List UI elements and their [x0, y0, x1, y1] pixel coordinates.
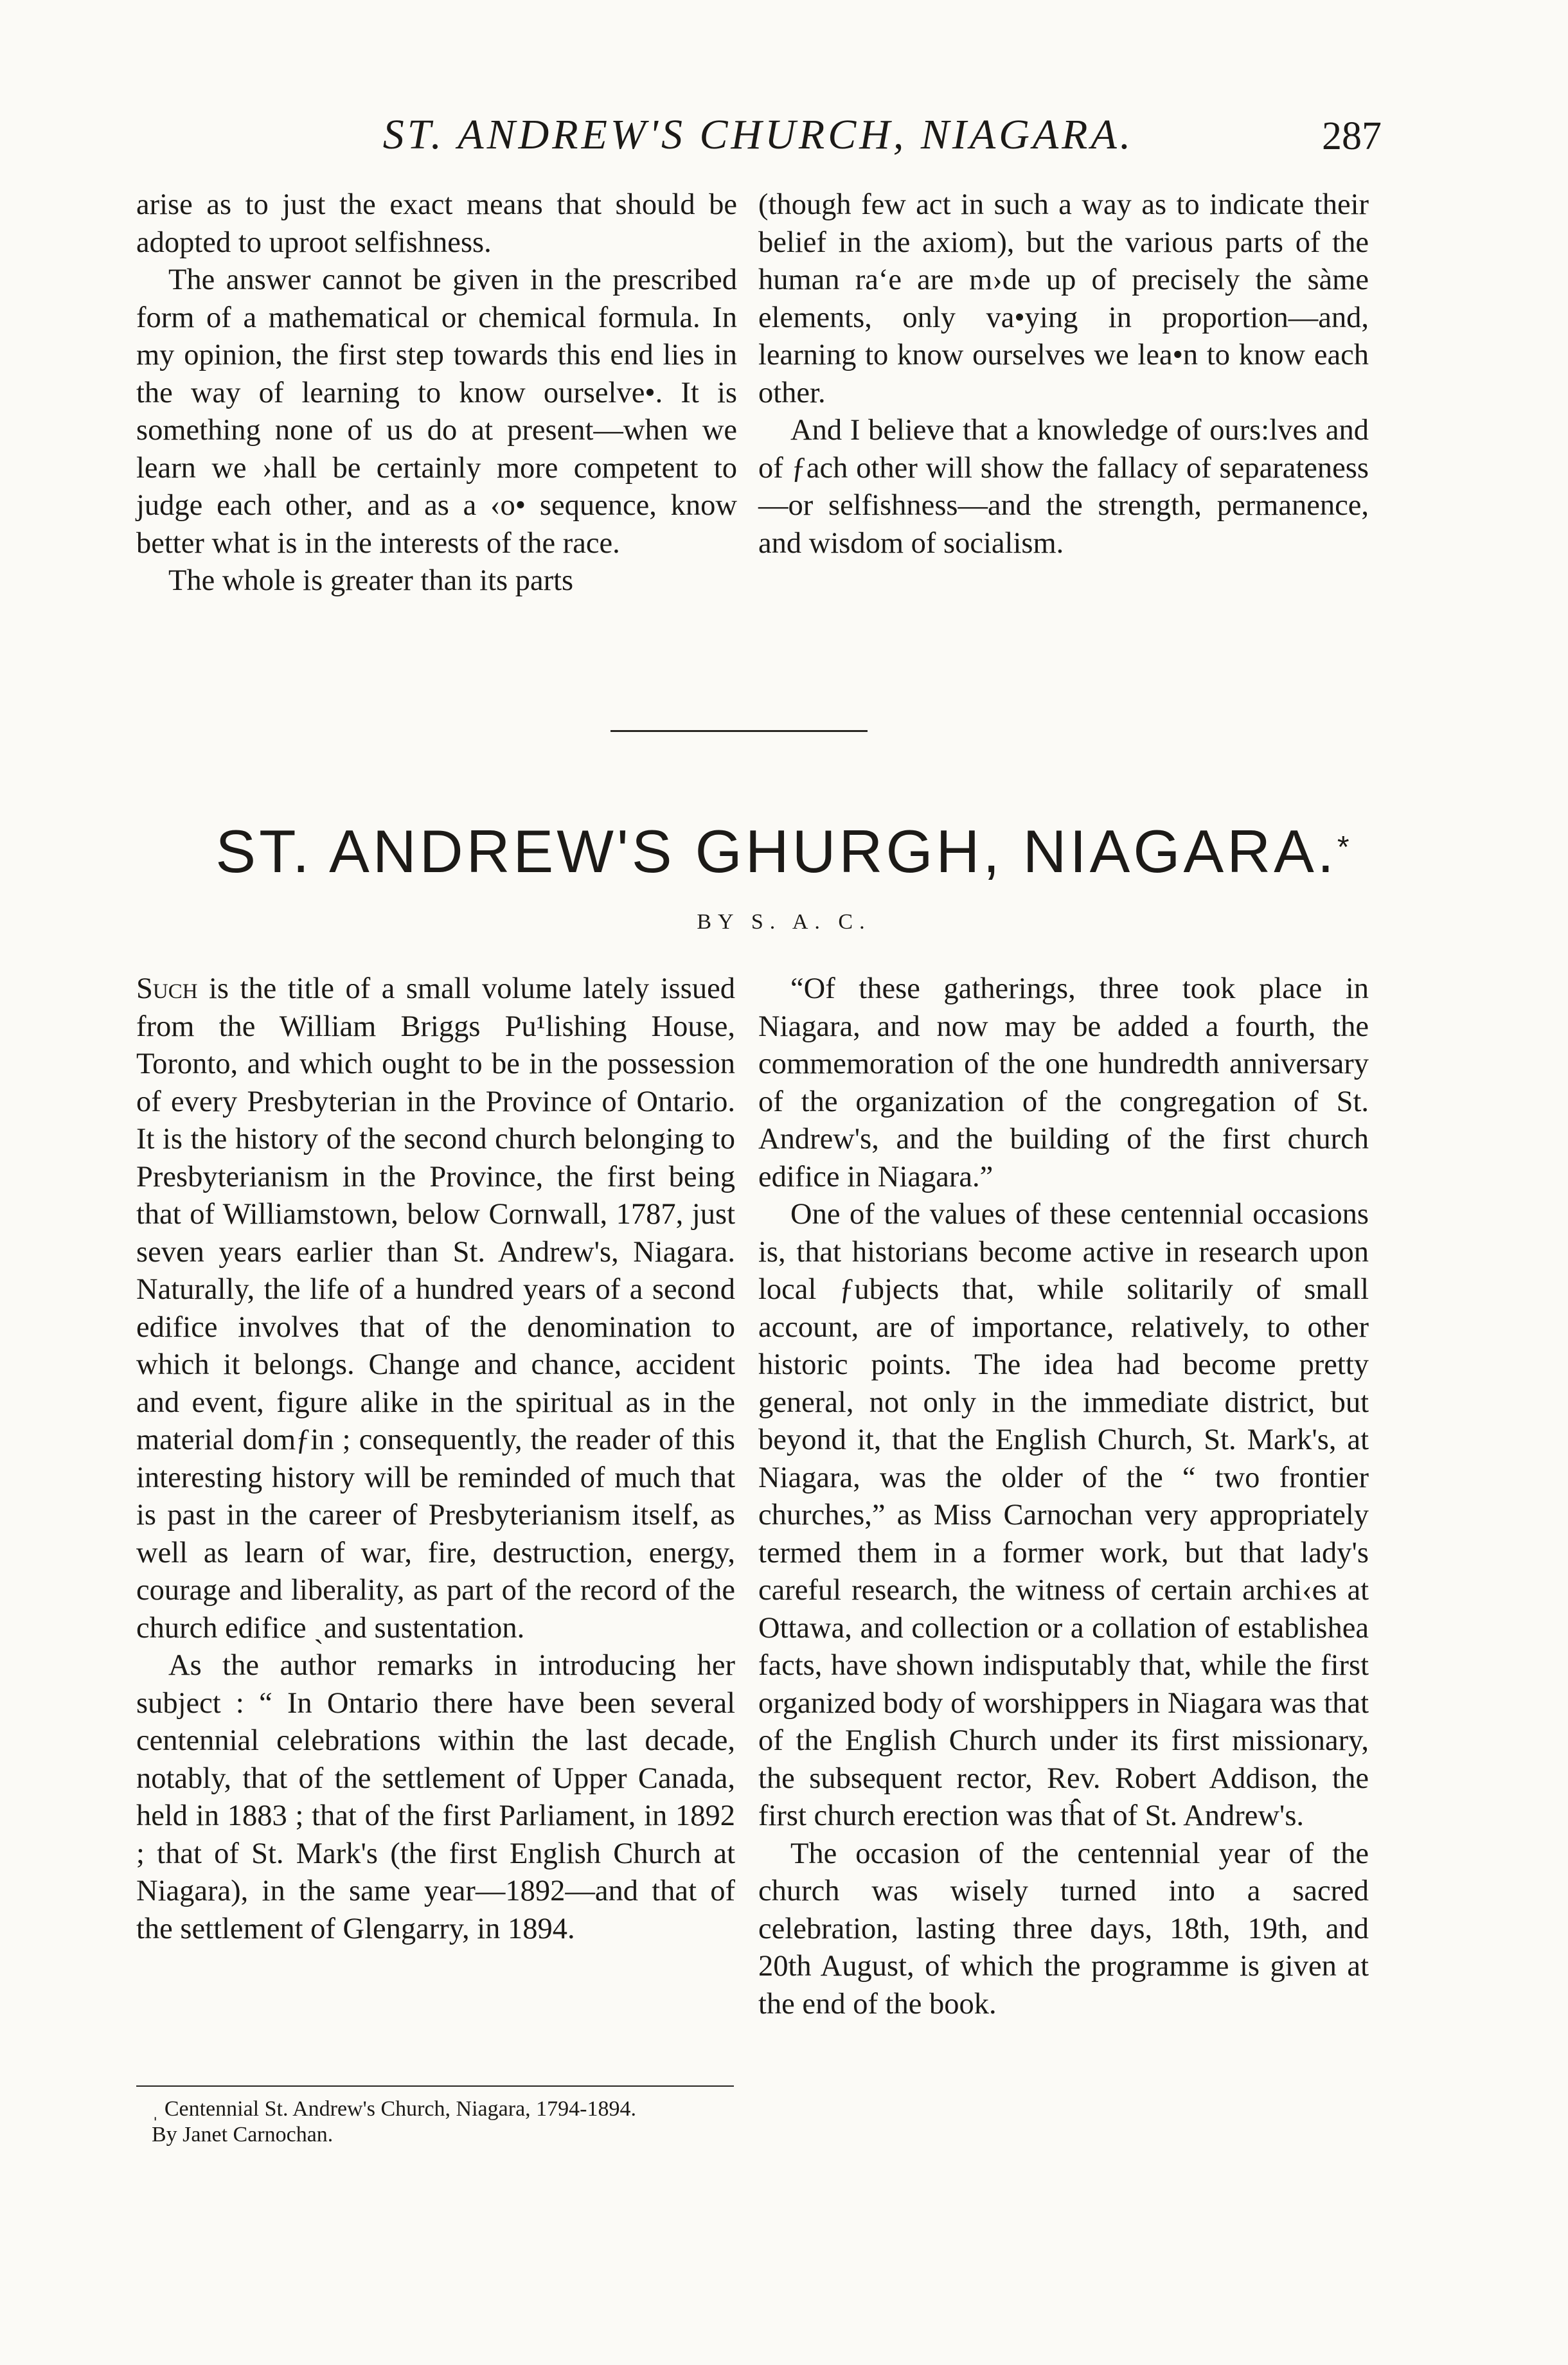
top-right-column — [758, 186, 1369, 562]
byline: BY S. A. C. — [697, 910, 871, 934]
bottom-left-column — [136, 970, 735, 1948]
footnote-rule — [136, 2085, 734, 2087]
paragraph: (though few act in such a way as to indicate their belief in the axiom), but the various parts of the human raʻe are m›de up of precisely the sàme elements, only va•ying in proportion—and, learning to know ourselves we lea•n to know each other. — [758, 188, 1369, 409]
article-title — [129, 816, 1439, 887]
footnote-marker: * — [1337, 830, 1353, 864]
paragraph: One of the values of these centennial occasions is, that historians become active in research upon local ƒubjects that, while solitarily of small account, are of importance, relatively, to other historic points. The idea had become pretty general, not only in the immediate district, but beyond it, that the English Church, St. Mark's, at Niagara, was the older of the “ two frontier churches,” as Miss Carnochan very appropriately termed them in a former work, but that lady's careful research, the witness of certain archi‹es at Ottawa, and collection or a collation of establishea facts, have shown indisputably that, while the first organized body of worshippers in Niagara was that of the English Church under its first missionary, the subsequent rector, Rev. Robert Addison, the first church erection was tĥat of St. Andrew's. — [758, 1198, 1369, 1832]
paragraph-text: is the title of a small volume lately issued from the William Briggs Pu¹lishing House, Toronto, and which ought to be in the possession of every Presbyterian in the Province of Ontario. It is the history of the second church belonging to Presbyterianism in the Province, the first being that of Williamstown, below Cornwall, 1787, just seven years earlier than St. Andrew's, Niagara. Naturally, the life of a hundred years of a second edifice involves that of the denomination to which it belongs. Change and chance, accident and event, figure alike in the spiritual as in the material domƒin ; consequently, the reader of this interesting history will be reminded of much that is past in the career of Presbyterianism itself, as well as learn of war, fire, destruction, energy, courage and liberality, as part of the record of the church edifice ˏand sustentation. — [136, 972, 735, 1645]
article-title-text: ST. ANDREW'S GHURGH, NIAGARA. — [215, 817, 1337, 885]
paragraph: arise as to just the exact means that should be adopted to uproot selfishness. — [136, 188, 737, 259]
bottom-right-column — [758, 970, 1369, 2023]
paragraph — [136, 970, 735, 1647]
paragraph: “Of these gatherings, three took place in Niagara, and now may be added a fourth, the commemoration of the one hundredth anniversary of the organization of the congregation of St. Andrew's, and the building of the first church edifice in Niagara.” — [758, 972, 1369, 1193]
paragraph: The occasion of the centennial year of the church was wisely turned into a sacred celebration, lasting three days, 18th, 19th, and 20th August, of which the programme is given at the end of the book. — [758, 1837, 1369, 2021]
footnote — [136, 2096, 753, 2148]
paragraph: As the author remarks in introducing her subject : “ In Ontario there have been several centennial celebrations within the last decade, notably, that of the settlement of Upper Canada, held in 1883 ; that of the first Parliament, in 1892 ; that of St. Mark's (the first English Church at Niagara), in the same year—1892—and that of the settlement of Glengarry, in 1894. — [136, 1649, 735, 1945]
footnote-line: By Janet Carnochan. — [152, 2123, 334, 2146]
paragraph: The whole is greater than its parts — [168, 564, 574, 597]
page-number: 287 — [1322, 114, 1382, 158]
top-left-column — [136, 186, 737, 600]
running-head: ST. ANDREW'S CHURCH, NIAGARA. — [382, 111, 1134, 158]
paragraph: The answer cannot be given in the prescribed form of a mathematical or chemical formula. In my opinion, the first step towards this end lies in the way of learning to know ourselve•. It is something none of us do at present—when we learn we ›hall be certainly more competent to judge each other, and as a ‹o• sequence, know better what is in the interests of the race. — [136, 263, 737, 560]
footnote-line: ˌ Centennial St. Andrew's Church, Niagara, 1794-1894. — [152, 2097, 636, 2121]
paragraph: And I believe that a knowledge of ours:lves and of ƒach other will show the fallacy of separateness—or selfishness—and the strength, permanence, and wisdom of socialism. — [758, 414, 1369, 560]
drop-lead: Such — [136, 972, 198, 1005]
section-divider — [610, 730, 868, 732]
